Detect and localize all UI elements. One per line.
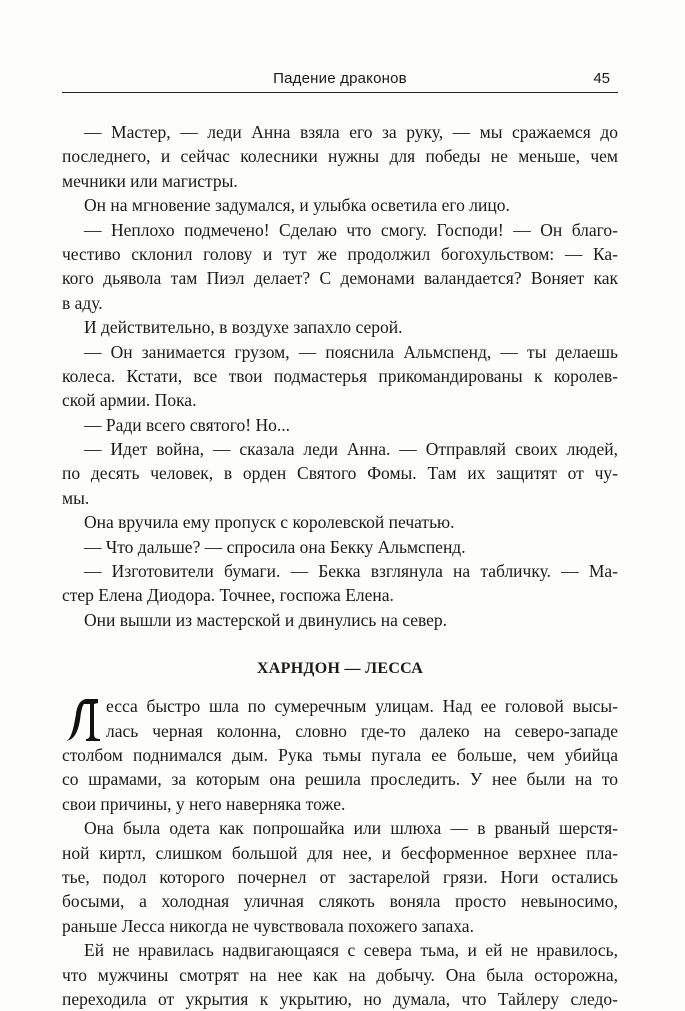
text-line: тье, подол которого почернел от застарелой грязи. Ноги остались — [62, 866, 618, 887]
text-line: столбом поднимался дым. Рука тьмы пугала ее больше, чем убийца — [62, 744, 618, 765]
text-line: Она вручила ему пропуск с королевской печатью. — [84, 512, 455, 533]
header-rule — [62, 92, 618, 93]
text-line: — Что дальше? — спросила она Бекку Альмспенд. — [84, 536, 466, 557]
body-text — [62, 120, 618, 1011]
text-line: мечники или магистры. — [62, 170, 238, 191]
section-gap — [62, 632, 618, 654]
section-heading: ХАРНДОН — ЛЕССА — [256, 660, 424, 678]
text-line: — Изготовители бумаги. — Бекка взглянула на табличку. — Ма- — [84, 561, 618, 582]
text-line: в аду. — [62, 292, 103, 313]
text-line: колеса. Кстати, все твои подмастерья прикомандированы к королев- — [62, 365, 618, 386]
text-line: что мужчины смотрят на нее как на добычу. Она была осторожна, — [62, 964, 618, 985]
text-line: свои причины, у него наверняка тоже. — [62, 793, 346, 814]
text-line: ской армии. Пока. — [62, 390, 197, 411]
text-line: Они вышли из мастерской и двинулись на север. — [84, 609, 448, 630]
text-line: последнего, и сейчас колесники нужны для победы не меньше, чем — [62, 146, 618, 167]
text-line: лась черная колонна, словно где-то далеко на северо-западе — [106, 720, 618, 741]
text-line: Ей не нравилась надвигающаяся с севера тьма, и ей не нравилось, — [84, 940, 618, 961]
text-line: по десять человек, в орден Святого Фомы. Там их защитят от чу- — [62, 463, 618, 484]
text-line: И действительно, в воздухе запахло серой. — [84, 317, 403, 338]
text-line: — Мастер, — леди Анна взяла его за руку, — мы сражаемся до — [84, 122, 618, 142]
text-line: — Неплохо подмечено! Сделаю что смогу. Господи! — Он благо- — [84, 219, 618, 240]
text-line: — Он занимается грузом, — пояснила Альмспенд, — ты делаешь — [84, 341, 618, 362]
text-line: раньше Лесса никогда не чувствовала похожего запаха. — [62, 915, 474, 936]
text-line: переходила от укрытия к укрытию, но думала, что Тайлеру следо- — [62, 988, 618, 1009]
text-line: Он на мгновение задумался, и улыбка осветила его лицо. — [84, 195, 510, 216]
text-line: — Идет война, — сказала леди Анна. — Отправляй своих людей, — [84, 439, 618, 460]
chapter-part-2 — [62, 694, 618, 1011]
text-line: ной киртл, слишком большой для нее, и бесформенное верхнее пла- — [62, 842, 618, 863]
text-line: кого дьявола там Пиэл делает? С демонами валандается? Воняет как — [62, 268, 618, 289]
text-line: — Ради всего святого! Но... — [84, 414, 291, 435]
chapter-part-1 — [62, 120, 618, 632]
text-line: Она была одета как попрошайка или шлюха — в рваный шерстя- — [84, 818, 618, 839]
section-gap — [62, 684, 618, 694]
text-line: босыми, а холодная уличная слякоть воняла просто невыносимо, — [62, 891, 618, 912]
drop-cap — [62, 696, 102, 742]
text-line: стер Елена Диодора. Точнее, госпожа Елена. — [62, 585, 394, 606]
text-line: со шрамами, за которым она решила проследить. У нее были на то — [62, 769, 618, 790]
page-number: 45 — [593, 70, 610, 87]
text-line: честиво склонил голову и тут же продолжил богохульством: — Ка- — [62, 243, 618, 264]
running-head — [62, 70, 618, 92]
text-line: мы. — [62, 487, 90, 508]
text-line: есса быстро шла по сумеречным улицам. Над ее головой высы- — [106, 696, 618, 717]
running-head-title: Падение драконов — [273, 70, 407, 87]
